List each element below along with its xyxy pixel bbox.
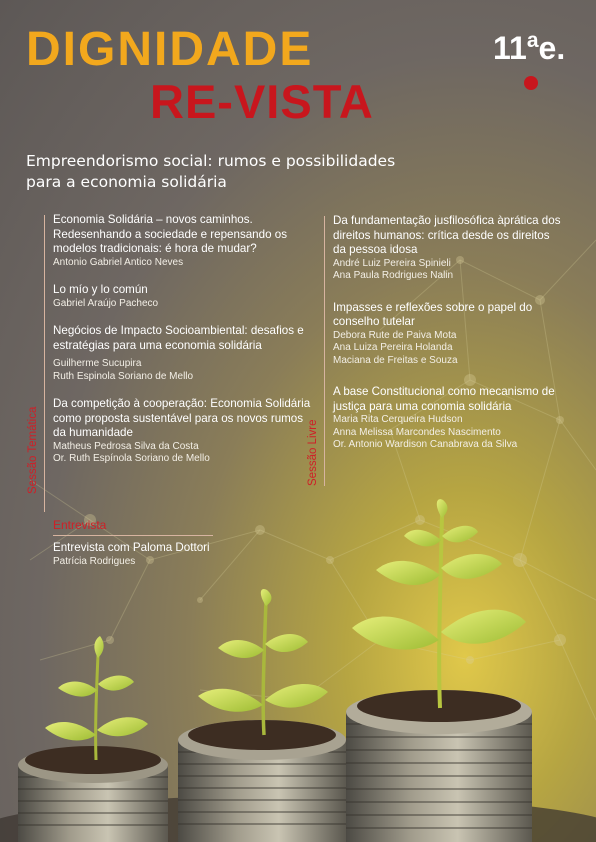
article-title: Negócios de Impacto Socioambiental: desafios e estratégias para uma economia solidária [53,324,304,352]
article-title: Economia Solidária – novos caminhos. Redesenhando a sociedade e repensando os modelos tradicionais: é hora de mudar? [53,213,287,255]
seedling-small [45,636,148,760]
edition-number [493,29,566,66]
article-author: Gabriel Araújo Pacheco [53,297,159,309]
article-author: Or. Antonio Wardison Canabrava da Silva [333,439,518,450]
toc-entry[interactable] [53,324,311,383]
edition-digits: 11 [493,30,527,66]
article-title: Lo mío y lo común [53,283,148,296]
article-author: Antonio Gabriel Antico Neves [53,256,184,268]
entrevista-section [53,518,213,568]
masthead-title-dignidade: DIGNIDADE [26,23,314,76]
article-title: Da fundamentação jusfilosófica àprática dos direitos humanos: crítica desde os direitos da pessoa idosa [333,214,561,256]
toc-entry[interactable] [333,214,561,283]
toc-entry[interactable] [53,541,213,568]
article-author: Anna Melissa Marcondes Nascimento [333,426,501,438]
sessao-livre-column [333,214,561,465]
interview-title: Entrevista com Paloma Dottori [53,541,210,554]
sessao-tematica-rule [44,215,45,512]
coin-stack-right [346,690,532,842]
coin-stack-middle [178,720,346,842]
sessao-tematica-column [53,213,311,479]
entrevista-label: Entrevista [53,518,213,536]
seedling-large [352,499,526,708]
toc-entry[interactable] [333,301,561,368]
article-author: André Luiz Pereira Spinieli [333,257,451,269]
issue-subtitle: Empreendorismo social: rumos e possibilidades para a economia solidária [26,152,396,191]
toc-entry[interactable] [333,385,561,452]
toc-entry[interactable] [53,397,311,466]
article-author: Ana Paula Rodrigues Nalin [333,270,454,281]
toc-entry[interactable] [53,283,311,310]
article-author: Matheus Pedrosa Silva da Costa [53,440,199,452]
coin-stack-left [18,746,168,842]
article-author: Ruth Espinola Soriano de Mello [53,370,194,382]
article-author: Maciana de Freitas e Souza [333,354,458,366]
seedling-medium [198,589,328,735]
edition-ordinal: a [526,29,539,52]
article-author: Ana Luiza Pereira Holanda [333,342,453,353]
red-dot-ornament [524,76,538,90]
edition-tail: e. [538,30,566,66]
toc-entry[interactable] [53,213,311,269]
article-title: A base Constitucional como mecanismo de justiça para uma conomia solidária [333,385,555,413]
article-title: Impasses e reflexões sobre o papel do conselho tutelar [333,300,533,328]
article-title: Da competição à cooperação: Economia Solidária como proposta sustentável para os novos rumos da humanidade [53,397,311,439]
article-author: Or. Ruth Espínola Soriano de Mello [53,453,210,464]
interview-author: Patrícia Rodrigues [53,555,136,567]
masthead-title-revista: RE-VISTA [150,75,374,128]
article-author: Maria Rita Cerqueira Hudson [333,414,463,425]
sessao-tematica-label: Sessão Temática [27,406,39,494]
sessao-livre-rule [324,216,325,486]
article-author: Debora Rute de Paiva Mota [333,329,457,341]
sessao-livre-label: Sessão Livre [307,419,319,486]
article-author: Guilherme Sucupira [53,358,142,369]
